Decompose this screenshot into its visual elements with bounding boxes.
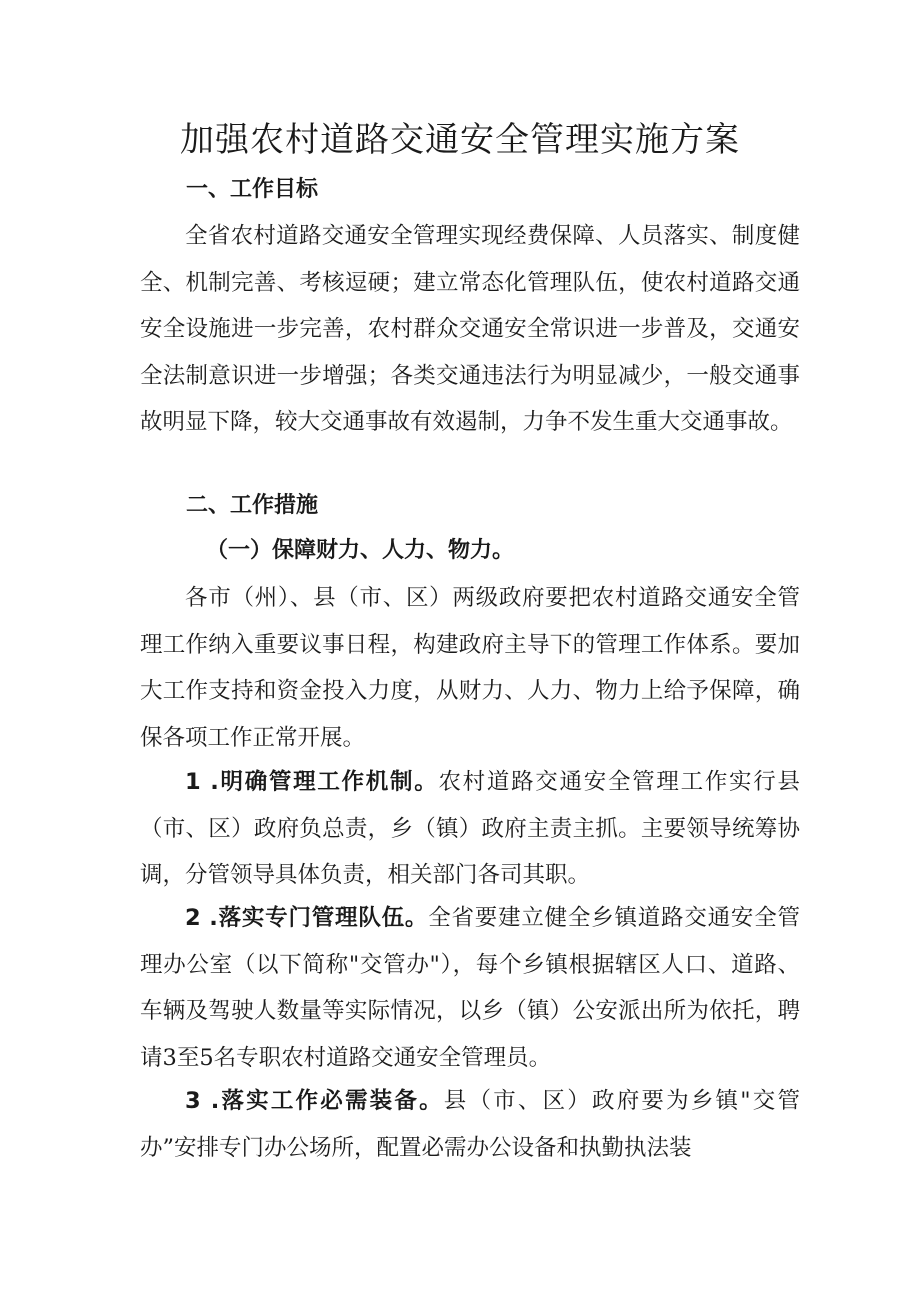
measure-item-lead: 2 .落实专门管理队伍。 xyxy=(185,905,429,931)
measure-item-text: 全省要建立健全乡镇道路交通安全管理办公室（以下简称"交管办"），每个乡镇根据辖区人口、道路、车辆及驾驶人数量等实际情况，以乡（镇）公安派出所为依托，聘请3至5名专职农村道路交通安全管理员。 xyxy=(140,905,800,1071)
measure-item-lead: 1 .明确管理工作机制。 xyxy=(185,769,439,795)
subsection-heading-resources: （一）保障财力、人力、物力。 xyxy=(206,538,515,563)
measure-item xyxy=(140,1078,800,1171)
measure-item-text: 县（市、区）政府要为乡镇"交管办”安排专门办公场所，配置必需办公设备和执勤执法装 xyxy=(140,1088,800,1161)
section-heading-measures: 二、工作措施 xyxy=(186,493,319,518)
goals-paragraph: 全省农村道路交通安全管理实现经费保障、人员落实、制度健全、机制完善、考核逗硬；建立常态化管理队伍，使农村道路交通安全设施进一步完善，农村群众交通安全常识进一步普及，交通安全法制意识进一步增强；各类交通违法行为明显减少，一般交通事故明显下降，较大交通事故有效遏制，力争不发生重大交通事故。 xyxy=(140,223,800,435)
measure-item-text: 农村道路交通安全管理工作实行县（市、区）政府负总责，乡（镇）政府主责主抓。主要领导统筹协调，分管领导具体负责，相关部门各司其职。 xyxy=(140,769,800,888)
resources-paragraph: 各市（州）、县（市、区）两级政府要把农村道路交通安全管理工作纳入重要议事日程，构建政府主导下的管理工作体系。要加大工作支持和资金投入力度，从财力、人力、物力上给予保障，确保各项工作正常开展。 xyxy=(140,585,800,751)
measure-item xyxy=(140,759,800,899)
measure-item-lead: 3 .落实工作必需装备。 xyxy=(185,1088,444,1114)
section-heading-goals: 一、工作目标 xyxy=(186,177,319,202)
measure-item xyxy=(140,895,800,1081)
document-title: 加强农村道路交通安全管理实施方案 xyxy=(180,120,740,160)
